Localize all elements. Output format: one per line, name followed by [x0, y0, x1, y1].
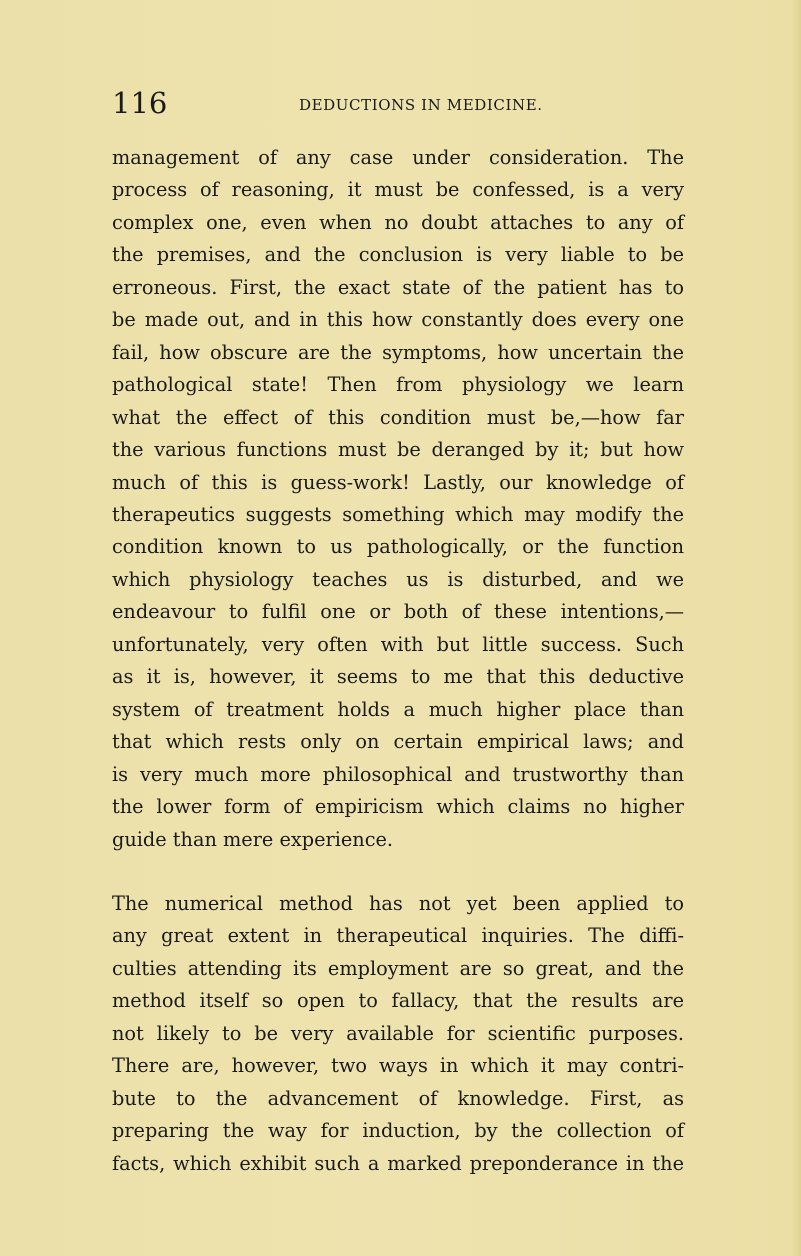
paragraph-2 — [112, 888, 684, 1180]
text-line: is very much more philosophical and trustworthy than — [112, 762, 684, 786]
text-line: as it is, however, it seems to me that this deductive — [112, 665, 684, 689]
text-line: condition known to us pathologically, or the function — [112, 535, 684, 559]
text-line: therapeutics suggests something which may modify the — [112, 502, 684, 526]
page-edge-shadow — [791, 0, 801, 1256]
body-text — [112, 142, 684, 1180]
text-line: complex one, even when no doubt attaches to any of — [112, 210, 684, 234]
text-line: be made out, and in this how constantly does every one — [112, 308, 684, 332]
paragraph-1 — [112, 142, 684, 856]
text-line: much of this is guess-work! Lastly, our knowledge of — [112, 470, 684, 494]
text-line: process of reasoning, it must be confessed, is a very — [112, 178, 684, 202]
text-line: culties attending its employment are so great, and the — [112, 956, 684, 980]
text-line: the premises, and the conclusion is very liable to be — [112, 243, 684, 267]
paragraph-gap — [112, 856, 684, 888]
text-line: erroneous. First, the exact state of the patient has to — [112, 275, 684, 299]
text-line: The numerical method has not yet been applied to — [112, 891, 684, 915]
text-line: method itself so open to fallacy, that the results are — [112, 989, 684, 1013]
text-line: There are, however, two ways in which it may contri- — [112, 1054, 684, 1078]
page-number: 116 — [112, 86, 168, 120]
text-line: guide than mere experience. — [112, 827, 394, 851]
text-line: pathological state! Then from physiology we learn — [112, 373, 684, 397]
page-header — [112, 86, 692, 126]
text-line: system of treatment holds a much higher place than — [112, 697, 684, 721]
text-line: unfortunately, very often with but little success. Such — [112, 632, 684, 656]
running-title: DEDUCTIONS IN MEDICINE. — [299, 96, 543, 114]
text-line: that which rests only on certain empirical laws; and — [112, 730, 684, 754]
text-line: which physiology teaches us is disturbed, and we — [112, 567, 684, 591]
text-line: the lower form of empiricism which claims no higher — [112, 795, 684, 819]
text-line: preparing the way for induction, by the collection of — [112, 1119, 684, 1143]
text-line: not likely to be very available for scientific purposes. — [112, 1021, 684, 1045]
text-line: fail, how obscure are the symptoms, how uncertain the — [112, 340, 684, 364]
text-line: bute to the advancement of knowledge. First, as — [112, 1086, 684, 1110]
text-line: what the effect of this condition must be,—how far — [112, 405, 684, 429]
text-line: facts, which exhibit such a marked preponderance in the — [112, 1151, 684, 1175]
text-line: endeavour to fulfil one or both of these intentions,— — [112, 600, 684, 624]
text-line: any great extent in therapeutical inquiries. The diffi- — [112, 924, 684, 948]
text-line: management of any case under consideration. The — [112, 146, 684, 169]
text-line: the various functions must be deranged by it; but how — [112, 438, 684, 462]
